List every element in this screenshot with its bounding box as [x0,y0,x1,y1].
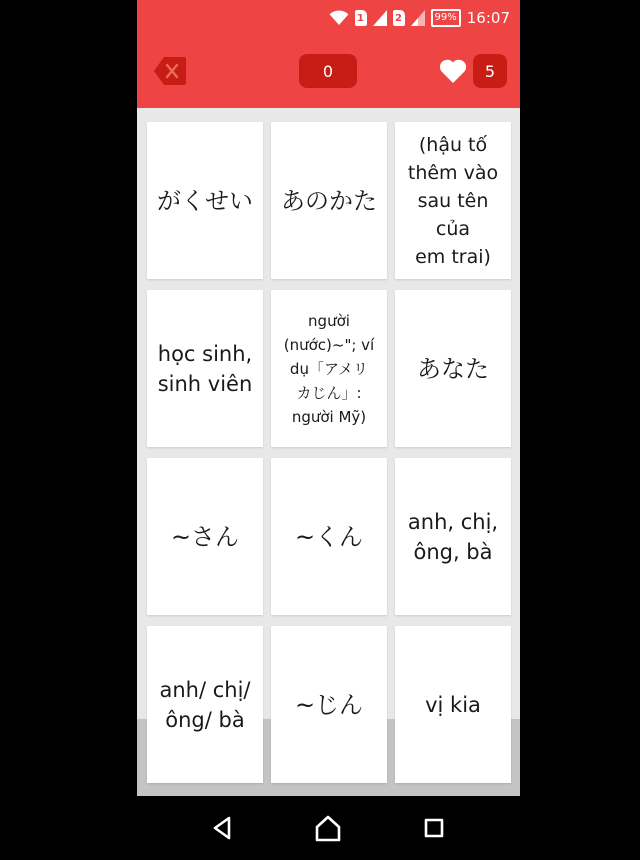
card-12[interactable] [395,626,511,783]
triangle-back-icon[interactable] [206,812,238,844]
clock: 16:07 [466,9,510,27]
card-7-text: ~さん [170,522,240,551]
square-recents-icon[interactable] [418,812,450,844]
card-6-text: あなた [417,354,489,383]
card-grid [137,108,520,796]
card-7[interactable] [147,458,263,615]
card-10-text: anh/ chị/ ông/ bà [159,677,251,732]
card-10[interactable] [147,626,263,783]
home-icon[interactable] [312,812,344,844]
card-12-text: vị kia [425,692,481,717]
card-9[interactable] [395,458,511,615]
sim2-badge: 2 [393,10,405,26]
card-3[interactable] [395,122,511,279]
sim1-badge: 1 [355,10,367,26]
card-6[interactable] [395,290,511,447]
backspace-close-icon[interactable] [153,56,187,86]
status-icons [329,6,510,30]
card-8-text: ~くん [294,522,364,551]
app-header [137,36,520,108]
android-nav-bar [0,796,640,860]
signal-icon-2 [411,10,425,26]
card-1[interactable] [147,122,263,279]
card-8[interactable] [271,458,387,615]
card-1-text: がくせい [157,186,253,215]
card-9-text: anh, chị, ông, bà [407,509,499,564]
card-3-text: (hậu tố thêm vào sau tên của em trai) [407,133,499,268]
card-2[interactable] [271,122,387,279]
card-11-text: ~じん [294,690,364,719]
phone-screen [137,0,520,796]
score-counter: 0 [299,54,357,88]
card-11[interactable] [271,626,387,783]
wifi-icon [329,10,349,26]
card-4-text: học sinh, sinh viên [157,341,253,396]
card-5-text: người (nước)~"; ví dụ「アメリ カじん」: người Mỹ) [283,311,375,426]
lives-counter: 5 [473,54,507,88]
battery-indicator: 99% [431,9,461,27]
card-4[interactable] [147,290,263,447]
signal-icon [373,10,387,26]
card-5[interactable] [271,290,387,447]
heart-icon [439,58,467,84]
status-bar [137,0,520,36]
card-2-text: あのかた [281,186,377,215]
